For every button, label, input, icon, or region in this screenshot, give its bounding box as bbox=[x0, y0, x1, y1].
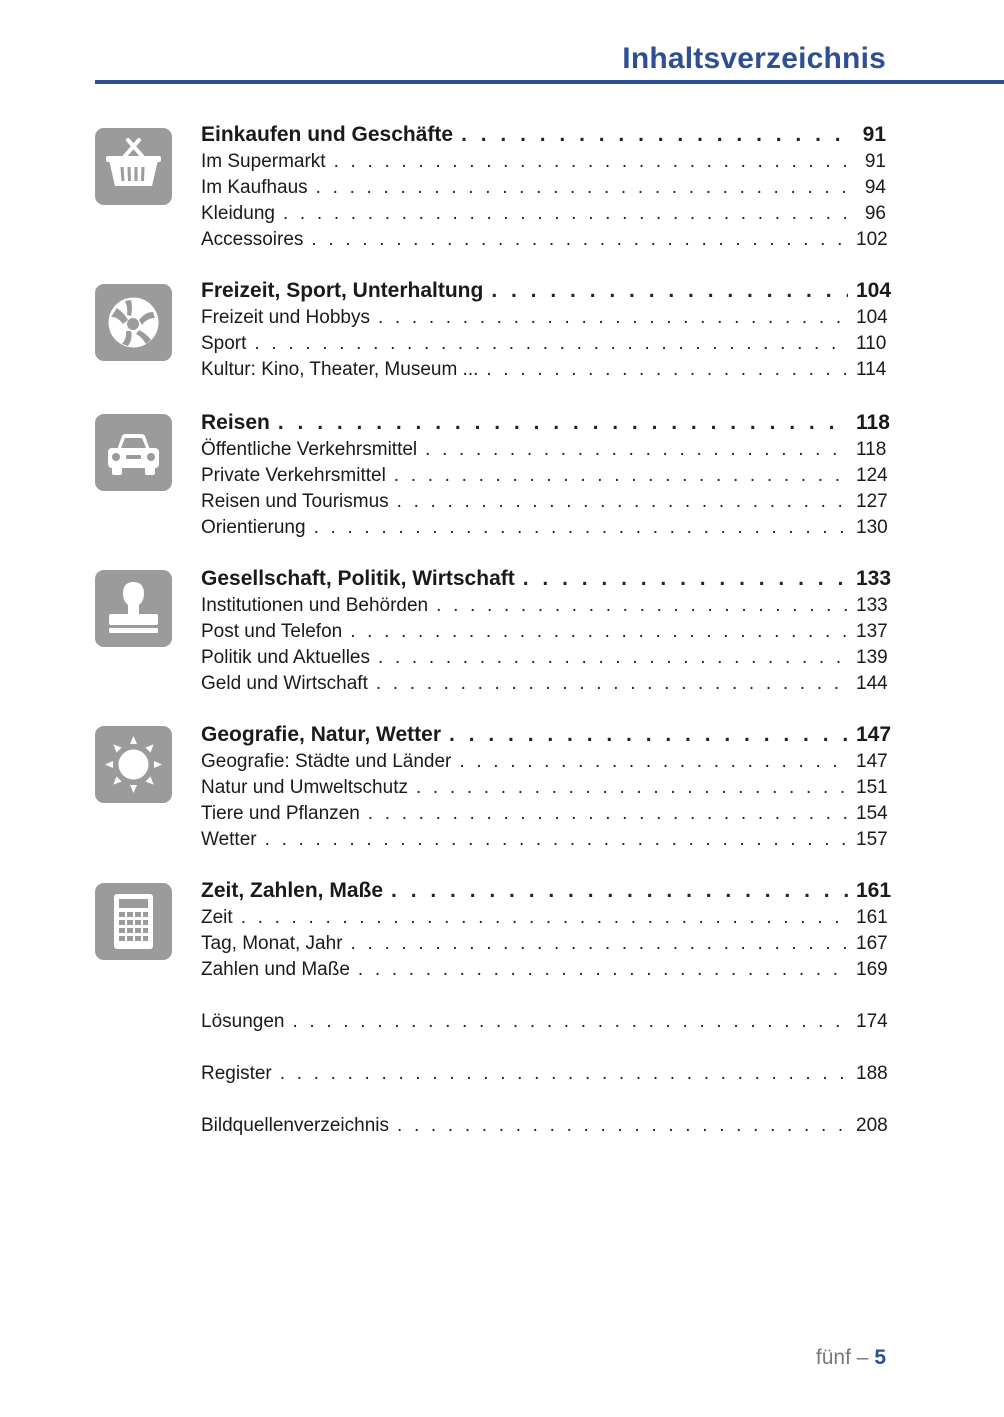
dot-leader bbox=[486, 357, 848, 383]
entry-page: 91 bbox=[864, 151, 886, 172]
dot-leader bbox=[278, 410, 848, 436]
entry-label: Im Supermarkt bbox=[201, 151, 326, 172]
toc-entry[interactable] bbox=[201, 905, 886, 931]
entry-label: Natur und Umweltschutz bbox=[201, 777, 408, 798]
toc-entry-loesungen[interactable] bbox=[201, 1009, 886, 1035]
entry-label: Zahlen und Maße bbox=[201, 959, 350, 980]
entry-label: Institutionen und Behörden bbox=[201, 595, 429, 616]
entry-label: Wetter bbox=[201, 829, 257, 850]
entry-title: Gesellschaft, Politik, Wirtschaft bbox=[201, 567, 515, 590]
toc-entry[interactable] bbox=[201, 827, 886, 853]
dot-leader bbox=[491, 278, 848, 304]
entry-title: Einkaufen und Geschäfte bbox=[201, 123, 454, 146]
entry-page: 208 bbox=[856, 1115, 888, 1136]
toc-entry[interactable] bbox=[201, 437, 886, 463]
entry-page: 188 bbox=[856, 1063, 888, 1084]
entry-page: 174 bbox=[856, 1011, 888, 1032]
entry-label: Private Verkehrsmittel bbox=[201, 465, 386, 486]
toc-entry-main[interactable] bbox=[201, 278, 892, 304]
toc-entry-bildquellen[interactable] bbox=[201, 1113, 886, 1139]
dot-leader bbox=[397, 489, 848, 515]
dot-leader bbox=[283, 201, 848, 227]
entry-page: 104 bbox=[856, 279, 892, 302]
dot-leader bbox=[351, 931, 848, 957]
dot-leader bbox=[461, 122, 848, 148]
toc-entry[interactable] bbox=[201, 489, 886, 515]
page-title: Inhaltsverzeichnis bbox=[622, 42, 886, 75]
entry-page: 133 bbox=[856, 567, 892, 590]
dot-leader bbox=[378, 645, 848, 671]
toc-entry[interactable] bbox=[201, 175, 886, 201]
toc-entry[interactable] bbox=[201, 357, 886, 383]
entry-page: 118 bbox=[856, 439, 887, 460]
entry-page: 147 bbox=[856, 751, 888, 772]
dot-leader bbox=[292, 1009, 848, 1035]
toc-entry[interactable] bbox=[201, 331, 886, 357]
toc-entry-main[interactable] bbox=[201, 722, 892, 748]
entry-label: Politik und Aktuelles bbox=[201, 647, 370, 668]
entry-label: Orientierung bbox=[201, 517, 306, 538]
toc-entry-register[interactable] bbox=[201, 1061, 886, 1087]
entry-page: 114 bbox=[856, 359, 887, 380]
entry-page: 118 bbox=[856, 411, 890, 434]
entry-page: 157 bbox=[856, 829, 888, 850]
dot-leader bbox=[254, 331, 848, 357]
entry-page: 167 bbox=[856, 933, 888, 954]
entry-label: Bildquellenverzeichnis bbox=[201, 1115, 389, 1136]
dot-leader bbox=[358, 957, 848, 983]
dot-leader bbox=[391, 878, 848, 904]
entry-page: 139 bbox=[856, 647, 888, 668]
toc-entry[interactable] bbox=[201, 227, 886, 253]
dot-leader bbox=[334, 149, 848, 175]
toc-entry[interactable] bbox=[201, 645, 886, 671]
shopping-basket-icon bbox=[95, 128, 172, 205]
dot-leader bbox=[311, 227, 848, 253]
toc-entry-main[interactable] bbox=[201, 410, 890, 436]
entry-label: Freizeit und Hobbys bbox=[201, 307, 370, 328]
toc-entry-main[interactable] bbox=[201, 122, 886, 148]
entry-page: 147 bbox=[856, 723, 892, 746]
page-number: 5 bbox=[874, 1346, 886, 1369]
toc-entry[interactable] bbox=[201, 775, 886, 801]
page-footer bbox=[816, 1346, 886, 1370]
entry-page: 104 bbox=[856, 307, 888, 328]
entry-title: Freizeit, Sport, Unterhaltung bbox=[201, 279, 484, 302]
entry-page: 151 bbox=[856, 777, 888, 798]
dot-leader bbox=[394, 463, 848, 489]
entry-page: 124 bbox=[856, 465, 888, 486]
ball-icon bbox=[95, 284, 172, 361]
toc-entry[interactable] bbox=[201, 515, 886, 541]
dot-leader bbox=[449, 722, 848, 748]
toc-entry[interactable] bbox=[201, 801, 886, 827]
entry-title: Reisen bbox=[201, 411, 270, 434]
entry-title: Geografie, Natur, Wetter bbox=[201, 723, 442, 746]
toc-entry[interactable] bbox=[201, 593, 886, 619]
toc-entry[interactable] bbox=[201, 957, 886, 983]
entry-page: 127 bbox=[856, 491, 888, 512]
entry-page: 161 bbox=[856, 879, 892, 902]
entry-label: Geld und Wirtschaft bbox=[201, 673, 368, 694]
toc-entry[interactable] bbox=[201, 931, 886, 957]
toc-entry[interactable] bbox=[201, 619, 886, 645]
entry-page: 154 bbox=[856, 803, 888, 824]
dot-leader bbox=[316, 175, 848, 201]
sun-icon bbox=[95, 726, 172, 803]
entry-label: Reisen und Tourismus bbox=[201, 491, 389, 512]
dot-leader bbox=[397, 1113, 848, 1139]
toc-entry[interactable] bbox=[201, 671, 886, 697]
car-icon bbox=[95, 414, 172, 491]
dot-leader bbox=[523, 566, 848, 592]
toc-entry[interactable] bbox=[201, 749, 886, 775]
dot-leader bbox=[368, 801, 848, 827]
entry-page: 144 bbox=[856, 673, 888, 694]
entry-label: Tiere und Pflanzen bbox=[201, 803, 360, 824]
toc-entry[interactable] bbox=[201, 463, 886, 489]
dot-leader bbox=[265, 827, 848, 853]
entry-title: Zeit, Zahlen, Maße bbox=[201, 879, 384, 902]
entry-page: 94 bbox=[864, 177, 886, 198]
dot-leader bbox=[280, 1061, 848, 1087]
entry-label: Im Kaufhaus bbox=[201, 177, 308, 198]
dot-leader bbox=[241, 905, 848, 931]
entry-page: 96 bbox=[864, 203, 886, 224]
entry-page: 169 bbox=[856, 959, 888, 980]
entry-label: Accessoires bbox=[201, 229, 304, 250]
dot-leader bbox=[425, 437, 848, 463]
entry-label: Kultur: Kino, Theater, Museum ... bbox=[201, 359, 479, 380]
dot-leader bbox=[436, 593, 848, 619]
page-number-word: fünf – bbox=[815, 1346, 875, 1369]
entry-label: Tag, Monat, Jahr bbox=[201, 933, 343, 954]
entry-page: 102 bbox=[856, 229, 888, 250]
calculator-icon bbox=[95, 883, 172, 960]
toc-entry[interactable] bbox=[201, 149, 886, 175]
entry-page: 137 bbox=[856, 621, 888, 642]
entry-page: 91 bbox=[862, 123, 886, 146]
title-rule bbox=[95, 80, 1004, 84]
entry-label: Öffentliche Verkehrsmittel bbox=[201, 439, 418, 460]
entry-label: Sport bbox=[201, 333, 247, 354]
stamp-icon bbox=[95, 570, 172, 647]
toc-entry[interactable] bbox=[201, 305, 886, 331]
entry-label: Post und Telefon bbox=[201, 621, 343, 642]
toc-entry[interactable] bbox=[201, 201, 886, 227]
entry-label: Geografie: Städte und Länder bbox=[201, 751, 452, 772]
entry-label: Register bbox=[201, 1063, 272, 1084]
dot-leader bbox=[376, 671, 848, 697]
entry-page: 110 bbox=[856, 333, 887, 354]
toc-entry-main[interactable] bbox=[201, 566, 892, 592]
dot-leader bbox=[314, 515, 848, 541]
dot-leader bbox=[350, 619, 848, 645]
dot-leader bbox=[459, 749, 848, 775]
dot-leader bbox=[416, 775, 848, 801]
entry-label: Kleidung bbox=[201, 203, 275, 224]
entry-label: Zeit bbox=[201, 907, 233, 928]
toc-entry-main[interactable] bbox=[201, 878, 892, 904]
entry-page: 133 bbox=[856, 595, 888, 616]
dot-leader bbox=[378, 305, 848, 331]
entry-label: Lösungen bbox=[201, 1011, 285, 1032]
entry-page: 161 bbox=[856, 907, 888, 928]
entry-page: 130 bbox=[856, 517, 888, 538]
